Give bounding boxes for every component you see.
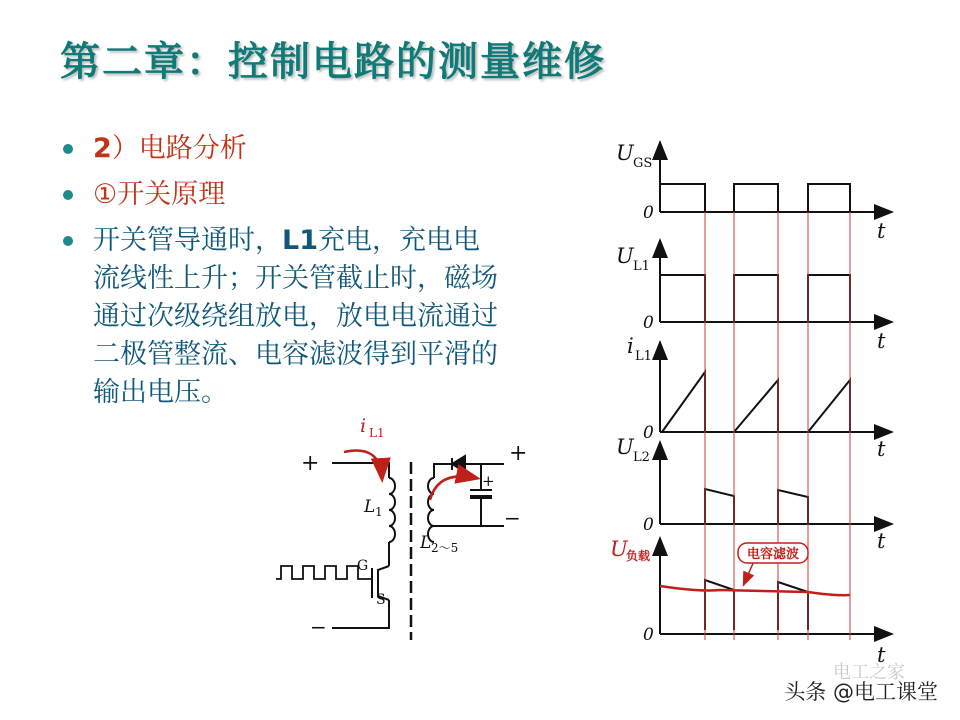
explanation-line-2: 流线性上升；开关管截止时，磁场 bbox=[93, 263, 498, 294]
ul2-t-label: t bbox=[877, 529, 886, 553]
bullet-text: ）电路分析 bbox=[111, 133, 247, 164]
gate-label: G bbox=[357, 558, 369, 574]
uload-label: U bbox=[610, 537, 628, 561]
current-label-sub: L1 bbox=[369, 426, 385, 440]
bullet-text: ①开关原理 bbox=[93, 179, 226, 210]
ugs-trace bbox=[660, 184, 850, 212]
bullet-number: 2 bbox=[93, 133, 112, 164]
ugs-zero: 0 bbox=[643, 203, 654, 223]
source-watermark: 头条 @电工课堂 bbox=[784, 680, 938, 704]
output-minus-sign: − bbox=[504, 506, 521, 530]
l1-label-sub: 1 bbox=[375, 505, 383, 519]
annotation-text: 电容滤波 bbox=[746, 547, 800, 562]
l2-label: L bbox=[420, 533, 432, 553]
ul2-trace bbox=[705, 489, 808, 524]
input-minus-sign: − bbox=[310, 615, 327, 639]
input-plus-sign: + bbox=[301, 451, 320, 476]
flyback-circuit bbox=[276, 450, 504, 640]
ul1-label: U bbox=[616, 244, 634, 268]
ul1-zero: 0 bbox=[643, 313, 654, 333]
explanation-line-1: 开关管导通时，L1充电，充电电 bbox=[93, 225, 480, 256]
l2-label-sub: 2～5 bbox=[431, 541, 459, 555]
ul1-t-label: t bbox=[877, 329, 886, 353]
waveform-labels bbox=[610, 141, 886, 667]
explanation-line-3: 通过次级绕组放电，放电电流通过 bbox=[93, 301, 498, 332]
diode-triangle bbox=[452, 456, 465, 472]
il1-t-label: t bbox=[877, 437, 886, 461]
primary-coil bbox=[389, 478, 395, 542]
ul1-label-sub: L1 bbox=[633, 259, 650, 274]
uload-trace bbox=[705, 580, 808, 630]
page-title: 第二章：控制电路的测量维修 bbox=[60, 38, 606, 85]
annotation-arrow bbox=[744, 561, 754, 584]
uload-label-sub: 负载 bbox=[626, 549, 651, 563]
il1-label: i bbox=[627, 334, 634, 358]
ul2-label-sub: L2 bbox=[633, 450, 650, 465]
il1-label-sub: L1 bbox=[635, 349, 652, 364]
output-plus-sign: + bbox=[509, 441, 528, 466]
ugs-label: U bbox=[616, 141, 634, 165]
filtered-output-line bbox=[660, 586, 850, 595]
ul2-label: U bbox=[616, 435, 634, 459]
uload-zero: 0 bbox=[643, 625, 654, 645]
ugs-label-sub: GS bbox=[633, 156, 653, 171]
ul1-trace bbox=[660, 275, 850, 322]
ugs-t-label: t bbox=[877, 219, 886, 243]
current-label: i bbox=[360, 415, 367, 437]
secondary-current-arrow bbox=[430, 476, 476, 500]
ul2-zero: 0 bbox=[643, 515, 654, 535]
l1-keyword: L1 bbox=[282, 225, 318, 256]
source-label: S bbox=[376, 592, 386, 608]
primary-current-arrow bbox=[344, 450, 382, 478]
cap-plus-sign: + bbox=[482, 472, 495, 490]
explanation-line-4: 二极管整流、电容滤波得到平滑的 bbox=[93, 339, 498, 370]
time-markers bbox=[705, 212, 850, 640]
il1-trace bbox=[662, 372, 850, 432]
explanation-line-5: 输出电压。 bbox=[93, 377, 228, 408]
secondary-top-wire bbox=[434, 464, 452, 478]
l1-label: L bbox=[364, 497, 376, 517]
il1-zero: 0 bbox=[643, 423, 654, 443]
uload-t-label: t bbox=[877, 643, 886, 667]
ghost-watermark: 电工之家 bbox=[833, 662, 905, 683]
